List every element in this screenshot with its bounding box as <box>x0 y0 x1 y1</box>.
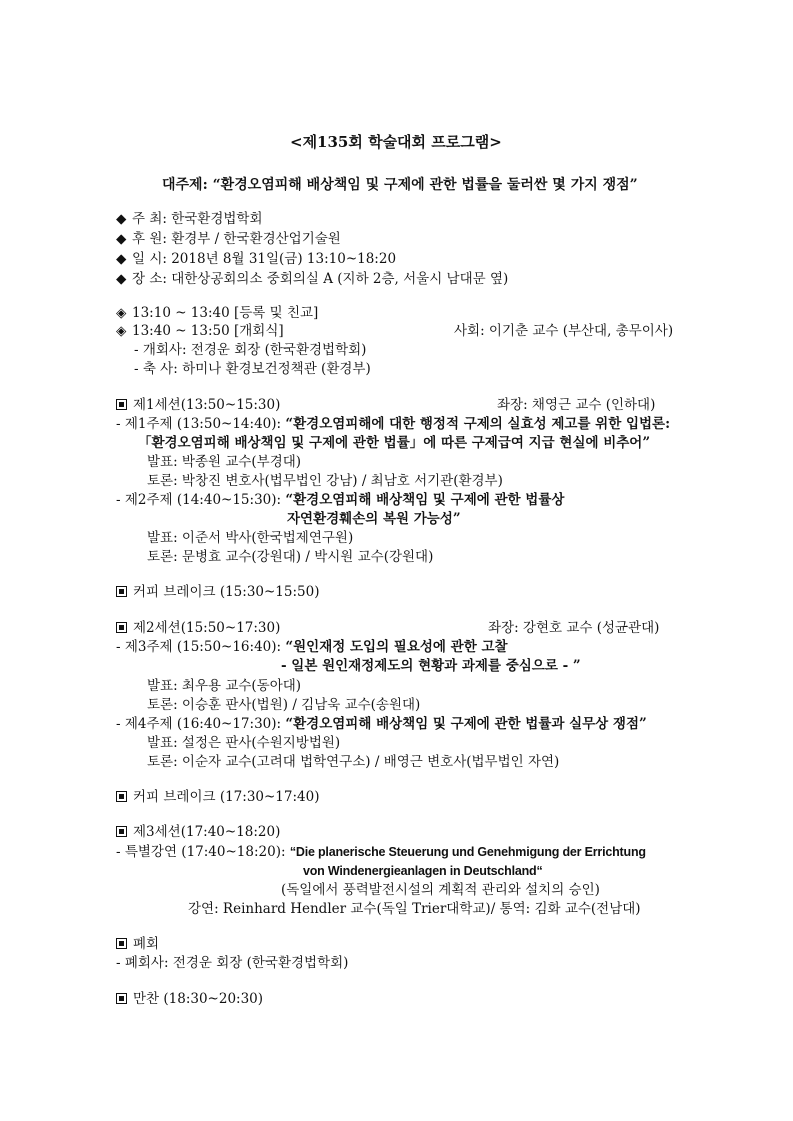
registration-line <box>116 304 318 323</box>
session2-title-text: 제2세션(15:50~17:30) <box>133 620 281 636</box>
topic2-subtitle: 자연환경훼손의 복원 가능성” <box>287 511 461 527</box>
congratulatory-speech: - 축 사: 하미나 환경보건정책관 (환경부) <box>134 361 371 377</box>
topic3-presenter: 발표: 최우용 교수(동아대) <box>147 678 302 694</box>
info-sponsor <box>116 230 341 249</box>
info-venue <box>116 270 508 289</box>
main-theme: 대주제: “환경오염피해 배상책임 및 구제에 관한 법률을 둘러싼 몇 가지 쟁점” <box>162 177 638 193</box>
opening-speech: - 개회사: 전경운 회장 (한국환경법학회) <box>134 342 367 358</box>
diamond-dot-bullet-icon: ◈ <box>116 323 127 339</box>
lecture-speaker: 강연: Reinhard Hendler 교수(독일 Trier대학교)/ 통역: 김화 교수(전남대) <box>188 901 641 917</box>
topic2-label: - 제2주제 (14:40~15:30): <box>116 492 286 508</box>
session1-chair: 좌장: 채영근 교수 (인하대) <box>497 397 656 413</box>
session3-title-text: 제3세션(17:40~18:20) <box>133 824 281 840</box>
topic2-line <box>116 491 564 510</box>
session2-title <box>116 619 280 638</box>
diamond-bullet-icon: ◆ <box>116 231 127 247</box>
square-bullet-icon <box>116 993 127 1004</box>
coffee-break-2 <box>116 788 319 807</box>
topic2-title: “환경오염피해 배상책임 및 구제에 관한 법률상 <box>285 492 565 508</box>
topic2-presenter: 발표: 이준서 박사(한국법제연구원) <box>147 530 354 546</box>
session1-title-text: 제1세션(13:50~15:30) <box>133 397 281 413</box>
topic1-presenter: 발표: 박종원 교수(부경대) <box>147 454 302 470</box>
sponsor-text: 후 원: 환경부 / 한국환경산업기술원 <box>132 231 341 247</box>
topic4-line <box>116 715 647 734</box>
lecture-title-continued: von Windenergieanlagen in Deutschland“ <box>303 864 543 878</box>
square-bullet-icon <box>116 586 127 597</box>
moderator: 사회: 이기춘 교수 (부산대, 총무이사) <box>454 323 674 339</box>
venue-text: 장 소: 대한상공회의소 중회의실 A (지하 2층, 서울시 남대문 옆) <box>132 271 509 287</box>
diamond-bullet-icon: ◆ <box>116 271 127 287</box>
topic1-discussant: 토론: 박창진 변호사(법무법인 강남) / 최남호 서기관(환경부) <box>147 473 503 489</box>
square-bullet-icon <box>116 938 127 949</box>
topic3-label: - 제3주제 (15:50~16:40): <box>116 639 286 655</box>
topic3-title: “원인재정 도입의 필요성에 관한 고찰 <box>285 639 508 655</box>
break1-text: 커피 브레이크 (15:30~15:50) <box>133 584 320 600</box>
topic1-subtitle: 「환경오염피해 배상책임 및 구제에 관한 법률」에 따른 구제급여 지급 현실에 비추어” <box>138 435 651 451</box>
square-bullet-icon <box>116 826 127 837</box>
date-text: 일 시: 2018년 8월 31일(금) 13:10~18:20 <box>132 251 397 267</box>
lecture-title: “Die planerische Steuerung und Genehmigung der Errichtung <box>289 845 646 859</box>
session3-title <box>116 823 280 842</box>
dinner-line <box>116 990 263 1009</box>
topic1-title: “환경오염피해에 대한 행정적 구제의 실효성 제고를 위한 입법론: <box>285 416 671 432</box>
session2-chair: 좌장: 강현호 교수 (성균관대) <box>488 620 660 636</box>
diamond-dot-bullet-icon: ◈ <box>116 305 127 321</box>
topic3-line <box>116 638 508 657</box>
topic4-title: “환경오염피해 배상책임 및 구제에 관한 법률과 실무상 쟁점” <box>285 716 647 732</box>
ceremony-line <box>116 322 284 341</box>
closing-title <box>116 935 159 954</box>
square-bullet-icon <box>116 791 127 802</box>
closing-title-text: 폐회 <box>133 936 160 952</box>
topic1-label: - 제1주제 (13:50~14:40): <box>116 416 286 432</box>
dinner-text: 만찬 (18:30~20:30) <box>133 991 264 1007</box>
topic3-subtitle: - 일본 원인재정제도의 현황과 과제를 중심으로 - ” <box>281 658 581 674</box>
square-bullet-icon <box>116 622 127 633</box>
coffee-break-1 <box>116 583 319 602</box>
closing-speech: - 폐회사: 전경운 회장 (한국환경법학회) <box>116 955 349 971</box>
topic4-presenter: 발표: 설정은 판사(수원지방법원) <box>147 735 341 751</box>
special-lecture-line <box>116 843 646 862</box>
topic4-discussant: 토론: 이순자 교수(고려대 법학연구소) / 배영근 변호사(법무법인 자연) <box>147 754 560 770</box>
topic1-line <box>116 415 670 434</box>
topic4-label: - 제4주제 (16:40~17:30): <box>116 716 286 732</box>
lecture-korean-title: (독일에서 풍력발전시설의 계획적 관리와 설치의 승인) <box>281 882 600 898</box>
diamond-bullet-icon: ◆ <box>116 211 127 227</box>
page-title: <제135회 학술대회 프로그램> <box>290 133 502 151</box>
topic2-discussant: 토론: 문병효 교수(강원대) / 박시원 교수(강원대) <box>147 549 434 565</box>
ceremony-text: 13:40 ~ 13:50 [개회식] <box>132 323 284 339</box>
host-text: 주 최: 한국환경법학회 <box>132 211 263 227</box>
registration-text: 13:10 ~ 13:40 [등록 및 친교] <box>132 305 319 321</box>
square-bullet-icon <box>116 399 127 410</box>
diamond-bullet-icon: ◆ <box>116 251 127 267</box>
info-host <box>116 210 263 229</box>
lecture-label: - 특별강연 (17:40~18:20): <box>116 844 290 860</box>
topic3-discussant: 토론: 이승훈 판사(법원) / 김남욱 교수(송원대) <box>147 697 421 713</box>
session1-title <box>116 396 280 415</box>
break2-text: 커피 브레이크 (17:30~17:40) <box>133 789 320 805</box>
info-date <box>116 250 396 269</box>
